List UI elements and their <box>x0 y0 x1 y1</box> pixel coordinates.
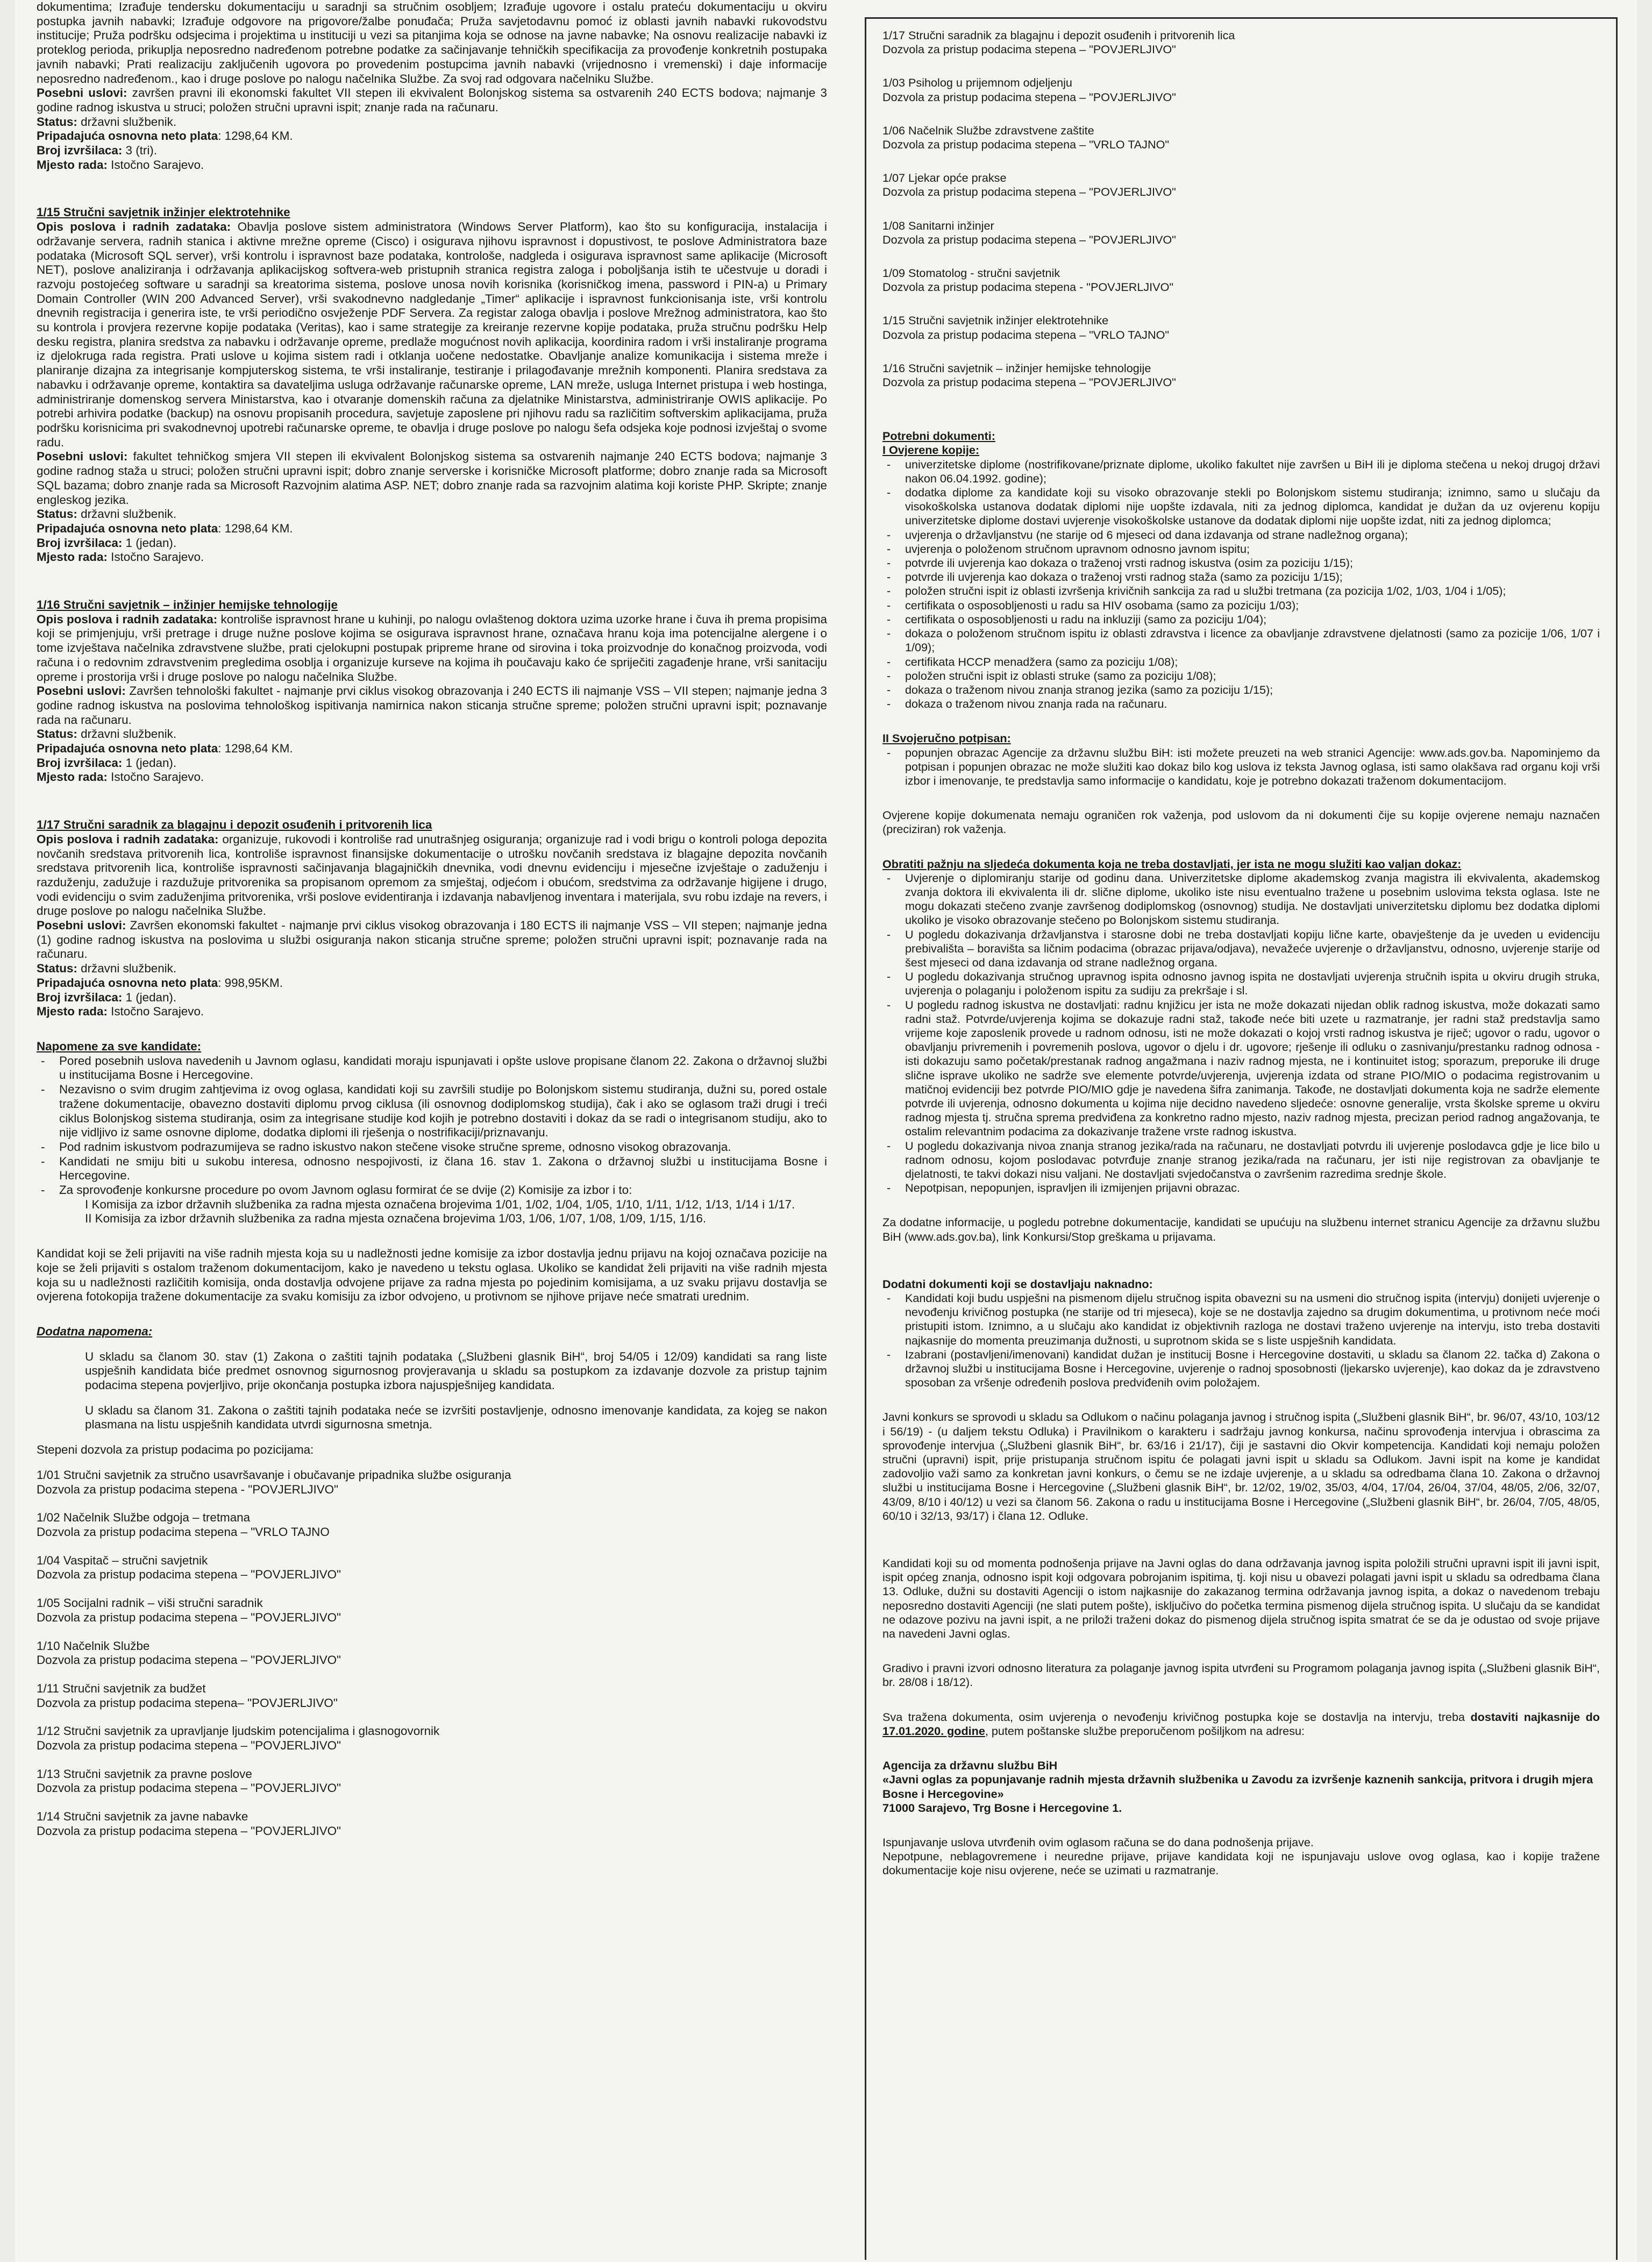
ispunjavanje-paragraph: Ispunjavanje uslova utvrđenih ovim oglasom računa se do dana podnošenja prijave. <box>882 1835 1314 1849</box>
section-115-opis: Opis poslova i radnih zadataka: Obavlja poslove sistem administratora (Windows Server Platform), kao što su konfiguracija, instalacija i održavanje servera, radnih stanica i aktivne mrežne opreme (Cisco) i osigurava njihovu ispravnost i dopustivost, te poslove Administratora baze podataka (Microsoft SQL server), vrši kontrolu i ispravnost baze podataka, kontrološe, nadgleda i osigurava ispravnost same aplikacije (Microsoft NET), poslove analiziranja i održavanja aplikacijskog softvera-web pristupnih stranica registra zaloga i poboljšanja istih te učestvuje u doradi i razvoju postojećeg software u saradnji sa kreatorima sistema, poslove unosa novih korisnika (korisničkog imena, password i PIN-a) u Primary Domain Controller (WIN 200 Advanced Server), vrši svakodnevno nadgledanje „Timer“ aplikacije i ispravnost funkcionisanja iste, vrši kontrolu dnevnih registracija i generira iste, te vrši periodično osvježenje PDF Servera. Za registar zaloga obavlja i poslove Mrežnog administratora, kao što su kontrola i provjera rezervne kopije podataka (Veritas), kao i same strategije za kreiranje rezervne kopije podataka, pruža stručnu podršku Help desku registra, planira sredstva za nabavku i održavanje opreme, predlaže mogućnost novih aplikacija, koordinira radom i vrši instaliranje programa iz djelokruga rada registra. Prati uslove u kojima sistem radi i otklanja uočene nedostatke. Obavljanje analize komunikacija i sistema mreže i planiranje dizajna za integrisanje kompjuterskog sistema, te vrši instaliranje, testiranje i prilagođavanje mrežnih komponenti. Planira sredstava za nabavku i održavanje opreme, kontaktira sa davateljima usluga održavanje računarske opreme, LAN mreže, usluga Internet pristupa i web hostinga, administriranje domenskog servera Ministarstva, kao i otvaranje domenskih računa za djelatnike Ministarstva, administriranje OWIS aplikacije. Po potrebi arhivira podatke (backup) na osnovu propisanih procedura, savjetuje zaposlene pri njihovu radu sa različitim softverskim aplikacijama, pruža podršku korisnicima pri svakodnevnoj upotrebi računarske opreme, te obavlja i druge poslove po nalogu šefa odsjeka koje podnosi izvještaj o svome radu. <box>37 220 827 449</box>
access-level: Dozvola za pristup podacima stepena – "VRLO TAJNO <box>37 1525 330 1539</box>
access-item <box>882 171 1600 199</box>
section-116-mjesto: Mjesto rada: Istočno Sarajevo. <box>37 770 204 784</box>
access-level: Dozvola za pristup podacima stepena – "POVJERLJIVO" <box>882 375 1176 389</box>
access-position: 1/12 Stručni savjetnik za upravljanje ljudskim potencijalima i glasnogovornik <box>37 1724 440 1738</box>
access-item <box>882 219 1600 247</box>
access-position: 1/10 Načelnik Službe <box>37 1639 150 1653</box>
access-position: 1/02 Načelnik Službe odgoja – tretmana <box>37 1511 251 1525</box>
section-115-broj: Broj izvršilaca: 1 (jedan). <box>37 536 177 550</box>
intro-status: Status: državni službenik. <box>37 115 177 129</box>
access-position: 1/01 Stručni savjetnik za stručno usavršavanje i obučavanje pripadnika službe osiguranja <box>37 1468 511 1482</box>
section-116-status: Status: državni službenik. <box>37 727 177 741</box>
svojerucno-title: II Svojeručno potpisan: <box>882 731 1011 745</box>
list-item: - dokaza o traženom nivou znanja rada na računaru. <box>882 697 1600 711</box>
ovjerene-rok-paragraph: Ovjerene kopije dokumenata nemaju ograničen rok važenja, pod uslovom da ni dokumenti čije su kopije ovjerene nemaju naznačen (preciziran) rok važenja. <box>882 808 1600 836</box>
agencija-address-line: Agencija za državnu službu BiH <box>882 1759 1058 1773</box>
obratiti-paznju-list <box>882 871 1600 1196</box>
javni-konkurs-paragraph: Javni konkurs se sprovodi u skladu sa Odlukom o načinu polaganja javnog i stručnog ispita („Službeni glasnik BiH“, br. 96/07, 43/10, 103/12 i 56/19) - (u daljem tekstu Odluka) i Pravilnikom o karakteru i sadržaju javnog konkursa, načinu sprovođenja intervjua i obrascima za sprovođenje intervjua („Službeni glasnik BiH“, br. 63/16 i 21/17), čiji je sastavni dio Okvir kompetencija. Kandidati koji nemaju položen stručni (upravni) ispit, prije pristupanja stručnom ispitu će polagati javni ispit u skladu sa Odlukom. Javni ispit na kome je kandidat zadovoljio važi samo za konkretan javni konkurs, o čemu se ne izdaje uvjerenje, a u skladu sa odredbama člana 10. Zakona o državnoj službi u institucijama Bosne i Hercegovine („Službeni glasnik BiH“, br. 12/02, 19/02, 35/03, 4/04, 17/04, 26/04, 37/04, 48/05, 2/06, 32/07, 43/09, 8/10 i 40/12) u vezi sa članom 56. Zakona o radu u institucijama Bosne i Hercegovine („Službeni glasnik BiH“, br. 26/04, 7/05, 48/05, 60/10 i 32/13, 93/17) i člana 12. Odluke. <box>882 1410 1600 1523</box>
access-item <box>882 124 1600 152</box>
access-levels-list-continued <box>882 29 1600 389</box>
access-position: 1/11 Stručni savjetnik za budžet <box>37 1681 206 1695</box>
dodatna-napomena-1: U skladu sa članom 30. stav (1) Zakona o zaštiti tajnih podataka („Službeni glasnik BiH“, broj 54/05 i 12/09) kandidati sa rang liste uspješnih kandidata biće predmet osnovnog sigurnosnog provjeravanja u skladu sa postupkom za izdavanje dozvole za pristup tajnim podacima stepena povjerljivo, prije okončanja postupka izbora najuspješnijeg kandidata. <box>85 1349 827 1392</box>
list-item: - položen stručni ispit iz oblasti izvršenja krivičnih sankcija za rad u službi tretmana (za pozicija 1/02, 1/03, 1/04 i 1/05); <box>882 584 1600 598</box>
access-item <box>882 76 1600 104</box>
intro-uslovi: Posebni uslovi: završen pravni ili ekonomski fakultet VII stepen ili ekvivalent Bolonjskog sistema sa ostvarenih 240 ECTS bodova; najmanje 3 godine radnog iskustva u struci; položen stručni upravni ispit; znanje rada na računaru. <box>37 86 827 114</box>
access-level: Dozvola za pristup podacima stepena – "POVJERLJIVO" <box>882 232 1176 246</box>
agencija-address-line: 71000 Sarajevo, Trg Bosne i Hercegovine 1. <box>882 1801 1122 1815</box>
access-position: 1/04 Vaspitač – stručni savjetnik <box>37 1553 208 1567</box>
right-column-box <box>865 17 1618 2260</box>
obratiti-paznju-title: Obratiti pažnju na sljedeća dokumenta koja ne treba dostavljati, jer ista ne mogu služiti kao valjan dokaz: <box>882 857 1462 871</box>
section-117-status: Status: državni službenik. <box>37 962 177 976</box>
access-position: 1/07 Ljekar opće prakse <box>882 171 1007 185</box>
list-item: - certifikata o osposobljenosti u radu na inkluziji (samo za poziciju 1/04); <box>882 613 1600 627</box>
access-levels-list <box>37 1468 827 1839</box>
komisija-2: II Komisija za izbor državnih službenika za radna mjesta označena brojevima 1/03, 1/06, 1/07, 1/08, 1/09, 1/15, 1/16. <box>85 1212 707 1226</box>
section-117-opis: Opis poslova i radnih zadataka: organizuje, rukovodi i kontroliše rad unutrašnjeg osiguranja; organizuje rad i vodi brigu o kontroli pologa depozita novčanih sredstava pritvorenih lica, kontroliše ispravnost finansijske dokumentacije o utrošku novčanih sredstava iz blagajne depozita novčanih sredstava pritvorenih lica, kontroliše ispravnosti sačinjavanja blagajničkih dnevnika, vodi dnevnu evidenciju i mjesečne izvještaje o zaduženju i razduženju, zadužuje i razdužuje pritvorenika sa propisanom opremom za smještaj, odjećom i obućom, sredstvima za održavanje higijene i drugo, vodi evidenciju o svim zaduženjima pritvorenika, vrši poslove evidentiranja i izdavanja nabavljenog inventara i materijala, svu robu izdaje na revers, i druge poslove po nalogu načelnika Službe. <box>37 832 827 918</box>
access-level: Dozvola za pristup podacima stepena – "VRLO TAJNO" <box>882 328 1170 342</box>
list-item: - potvrde ili uvjerenja kao dokaza o traženoj vrsti radnog iskustva (osim za poziciju 1/15); <box>882 556 1600 570</box>
access-level: Dozvola za pristup podacima stepena – "POVJERLJIVO" <box>37 1781 341 1795</box>
scanned-page <box>15 0 1637 2262</box>
access-item <box>37 1682 827 1710</box>
section-title-115: 1/15 Stručni savjetnik inžinjer elektrotehnike <box>37 205 290 219</box>
access-position: 1/16 Stručni savjetnik – inžinjer hemijske tehnologije <box>882 361 1151 375</box>
dodatni-dokumenti-title: Dodatni dokumenti koji se dostavljaju naknadno: <box>882 1277 1153 1291</box>
stepeni-title: Stepeni dozvola za pristup podacima po pozicijama: <box>37 1443 314 1457</box>
list-item: - U pogledu dokazivanja stručnog upravnog ispita odnosno javnog ispita ne dostavljati uvjerenja stručnih ispita u okviru drugih struka, uvjerenja o polaganju i položenom ispitu za sudiju za prekršaje i sl. <box>882 970 1600 998</box>
list-item: - potvrde ili uvjerenja kao dokaza o traženoj vrsti radnog staža (samo za poziciju 1/15); <box>882 570 1600 584</box>
list-item: - Izabrani (postavljeni/imenovani) kandidat dužan je institucij Bosne i Hercegovine dostaviti, u skladu sa članom 22. tačka d) Zakona o državnoj službi u institucijama Bosne i Hercegovine, uvjerenje o radnoj sposobnosti (ljekarsko uvjerenje), kao dokaz da je zdravstveno sposoban za vršenje određenih poslova predviđenih ovim položajem. <box>882 1348 1600 1390</box>
access-item <box>37 1810 827 1838</box>
list-item: - Uvjerenje o diplomiranju starije od godinu dana. Univerzitetske diplome akademskog zvanja magistra ili ekvivalenta, akademskog zvanja doktora ili ekvivalenta ili dr. slične diplome, ukoliko iste nisu eventualno tražene u posebnim uslovima teksta oglasa. Iste ne mogu dokazati stečeno zvanje završenog dodiplomskog (osnovnog) studija. Ne dostavljati univerzitetsku diplomu bez dodatka diplomi ukoliko je visoko obrazovanje stečeno po Bolonjskom sistemu studiranja. <box>882 871 1600 928</box>
agencija-address-line: «Javni oglas za popunjavanje radnih mjesta državnih službenika u Zavodu za izvršenje kaznenih sankcija, pritvora i drugih mjera Bosne i Hercegovine» <box>882 1773 1593 1801</box>
napomena-item: - Nezavisno o svim drugim zahtjevima iz ovog oglasa, kandidati koji su završili studije po Bolonjskom sistemu studiranja, dužni su, pored ostale tražene dokumentacije, obavezno dostaviti diplomu prvog ciklusa (ili osnovnog dodiplomskog studija), čak i ako se oglasom traži drugi i treći ciklus Bolonjskog sistema studiranja, osim za integrisane studije kod kojih je potrebno dostaviti i dokaz da se radi o integrisanom studiju, ako to nije vidljivo iz same osnovne diplome, dodatka diplomi ili rješenja o nostrifikaciji/priznavanju. <box>37 1083 827 1140</box>
section-116-opis: Opis poslova i radnih zadataka: kontroliše ispravnost hrane u kuhinji, po nalogu ovlaštenog doktora uzima uzorke hrane i čuva ih prema propisima koji se primjenjuju, vrši pretrage i druge nužne poslove kojima se osigurava ispravnost hrane, označava hranu koja ima potencijalne alergene i o tome izvještava načelnika zdravstvene službe, prati cjelokupni postupak pripreme hrane od sirovina i toka proizvodnje do konačnog proizvoda, vodi računa i o redovnim zdravstvenim pregledima osoblja i organizuje kurseve na kojima ih poučavaju kako će spriječiti zagađenje hrane, vrši sanitaciju opreme i prostorija vrši i druge poslove po nalogu načelnika Službe. <box>37 612 827 684</box>
access-level: Dozvola za pristup podacima stepena– "POVJERLJIVO" <box>37 1696 338 1710</box>
list-item: - uvjerenja o položenom stručnom upravnom odnosno javnom ispitu; <box>882 542 1600 556</box>
section-title-117: 1/17 Stručni saradnik za blagajnu i depozit osuđenih i pritvorenih lica <box>37 818 432 832</box>
list-item: - U pogledu dokazivanja nivoa znanja stranog jezika/rada na računaru, ne dostavljati potvrdu ili uvjerenje poslodavca gdje je lice bilo u radnom odnosu, kojom poslodavac potvrđuje znanje stranog jezika/rada na računaru, jer isti nije registrovan za obavljanje te djelatnosti, te takvi dokazi nisu valjani. Ne dostavljati svjedočanstva o završenim razredima srednje škole. <box>882 1139 1600 1182</box>
access-level: Dozvola za pristup podacima stepena – "VRLO TAJNO" <box>882 138 1170 152</box>
list-item: - certifikata HCCP menadžera (samo za poziciju 1/08); <box>882 655 1600 669</box>
list-item: - U pogledu dokazivanja državljanstva i starosne dobi ne treba dostavljati kopiju lične karte, obavještenje da je uveden u evidenciju prebivališta – boravišta sa ličnim podacima (obrazac prijava/odjava), nevažeće uvjerenje o državljanstvu, odnosno, uvjerenje starije od šest mjeseci od dana izdavanja od strane nadležnog organa. <box>882 928 1600 970</box>
intro-mjesto: Mjesto rada: Istočno Sarajevo. <box>37 158 204 172</box>
section-117-mjesto: Mjesto rada: Istočno Sarajevo. <box>37 1005 204 1019</box>
section-116-uslovi: Posebni uslovi: Završen tehnološki fakultet - najmanje prvi ciklus visokog obrazovanja i 240 ECTS ili najmanje VSS – VII stepen; najmanje jedna 3 godine radnog iskustva na poslovima tehnološkog ispitivanja namirnica nakon sticanja stručne spreme; položen stručni upravni ispit; poznavanje rada na računaru. <box>37 684 827 727</box>
napomena-item: - Kandidati ne smiju biti u sukobu interesa, odnosno nespojivosti, iz člana 16. stav 1. Zakona o državnoj službi u institucijama Bosne i Hercegovine. <box>37 1155 827 1183</box>
section-116-plata: Pripadajuća osnovna neto plata: 1298,64 KM. <box>37 742 293 756</box>
access-level: Dozvola za pristup podacima stepena – "POVJERLJIVO" <box>37 1824 341 1838</box>
access-item <box>37 1767 827 1796</box>
access-item <box>882 266 1600 294</box>
section-117-plata: Pripadajuća osnovna neto plata: 998,95KM. <box>37 976 283 990</box>
nepotpune-paragraph: Nepotpune, neblagovremene i neuredne prijave, prijave kandidata koji ne ispunjavaju uslove ovog oglasa, kao i kopije tražene dokumentacije koje nisu ovjerene, neće se uzimati u razmatranje. <box>882 1850 1600 1877</box>
section-117-broj: Broj izvršilaca: 1 (jedan). <box>37 990 177 1004</box>
rok-paragraph: Sva tražena dokumenta, osim uvjerenja o nevođenju krivičnog postupka koje se dostavlja na intervju, treba dostaviti najkasnije do 17.01.2020. godine, putem poštanske službe preporučenom pošiljkom na adresu: <box>882 1710 1600 1738</box>
komisija-1: I Komisija za izbor državnih službenika za radna mjesta označena brojevima 1/01, 1/02, 1/04, 1/05, 1/10, 1/11, 1/12, 1/13, 1/14 i 1/17. <box>85 1197 795 1211</box>
ovjerene-kopije-title: I Ovjerene kopije: <box>882 443 980 457</box>
section-title-116: 1/16 Stručni savjetnik – inžinjer hemijske tehnologije <box>37 598 338 612</box>
access-item <box>37 1639 827 1668</box>
list-item: - certifikata o osposobljenosti u radu sa HIV osobama (samo za poziciju 1/03); <box>882 599 1600 613</box>
access-level: Dozvola za pristup podacima stepena – "POVJERLJIVO" <box>882 42 1176 56</box>
access-position: 1/05 Socijalni radnik – viši stručni saradnik <box>37 1596 263 1610</box>
access-position: 1/03 Psiholog u prijemnom odjeljenju <box>882 76 1072 90</box>
access-level: Dozvola za pristup podacima stepena - "POVJERLJIVO" <box>37 1482 338 1496</box>
access-position: 1/17 Stručni saradnik za blagajnu i depozit osuđenih i pritvorenih lica <box>882 29 1235 42</box>
napomena-item: - Pod radnim iskustvom podrazumijeva se radno iskustvo nakon stečene visoke stručne spreme, odnosno visokog obrazovanja. <box>37 1140 827 1155</box>
access-item <box>882 314 1600 342</box>
napomene-title: Napomene za sve kandidate: <box>37 1040 202 1053</box>
access-position: 1/14 Stručni savjetnik za javne nabavke <box>37 1810 248 1824</box>
dodatna-napomena-title: Dodatna napomena: <box>37 1324 153 1338</box>
list-item: - položen stručni ispit iz oblasti struke (samo za poziciju 1/08); <box>882 669 1600 683</box>
section-115-mjesto: Mjesto rada: Istočno Sarajevo. <box>37 550 204 564</box>
list-item: - popunjen obrazac Agencije za državnu službu BiH: isti možete preuzeti na web stranici Agencije: www.ads.gov.ba. Napominjemo da potpisan i popunjen obrazac ne može služiti kao dokaz bilo kog uslova iz teksta Javnog oglasa, isti samo olakšava rad organu koji vrši izbor i imenovanje, te predstavlja samo informacije o kandidatu, koje je potrebno dokazati traženom dokumentacijom. <box>882 746 1600 788</box>
access-item <box>882 361 1600 389</box>
intro-broj: Broj izvršilaca: 3 (tri). <box>37 144 157 158</box>
access-item <box>37 1724 827 1753</box>
access-position: 1/15 Stručni savjetnik inžinjer elektrotehnike <box>882 314 1109 328</box>
access-level: Dozvola za pristup podacima stepena - "POVJERLJIVO" <box>882 280 1174 294</box>
left-column <box>37 0 827 2253</box>
list-item: - dokaza o traženom nivou znanja stranog jezika (samo za poziciju 1/15); <box>882 683 1600 697</box>
dodatni-dokumenti-list <box>882 1291 1600 1390</box>
dodatna-napomena-2: U skladu sa članom 31. Zakona o zaštiti tajnih podataka neće se izvršiti postavljenje, odnosno imenovanje kandidata, za kojeg se nakon plasmana na listu uspješnih kandidata utvrdi sigurnosna smetnja. <box>85 1403 827 1432</box>
access-item <box>37 1596 827 1625</box>
svojerucno-list <box>882 746 1600 788</box>
intro-plata: Pripadajuća osnovna neto plata: 1298,64 KM. <box>37 129 293 143</box>
section-115-uslovi: Posebni uslovi: fakultet tehničkog smjera VII stepen ili ekvivalent Bolonjskog sistema sa ostvarenih najmanje 240 ECTS bodova; najmanje 3 godine radnog staža u struci; položen stručni upravni ispit; dobro znanje serverske i korisničke Microsoft platforme; dobro znanje rada sa Microsoft SQL bazama; dobro znanje rada sa Microsoft Razvojnim alatima ASP. NET; dobro znanje rada sa razvojnim alatima koji koriste PHP. Skripte; znanje engleskog jezika. <box>37 450 827 507</box>
section-115-plata: Pripadajuća osnovna neto plata: 1298,64 KM. <box>37 521 293 535</box>
napomena-item: - Za sprovođenje konkursne procedure po ovom Javnom oglasu formirat će se dvije (2) Komisije za izbor i to: <box>37 1183 827 1198</box>
list-item: - Kandidati koji budu uspješni na pismenom dijelu stručnog ispita obavezni su na usmeni dio stručnog ispita (intervju) donijeti uvjerenje o nevođenju krivičnog postupka (ne starije od tri mjeseca), koje se ne dostavlja zajedno sa drugim dokumentima, u protivnom neće moći pristupiti istom. Iznimno, a u slučaju ako kandidat iz objektivnih razloga ne dostavi traženo uvjerenje na intervju, isto treba dostaviti najkasnije do momenta preuzimanja dužnosti, u suprotnom skida se s liste uspješnih kandidata. <box>882 1291 1600 1348</box>
section-116-broj: Broj izvršilaca: 1 (jedan). <box>37 756 177 770</box>
list-item: - univerzitetske diplome (nostrifikovane/priznate diplome, ukoliko fakultet nije završen u BiH ili je diploma stečena u nekoj drugoj državi nakon 06.04.1992. godine); <box>882 458 1600 486</box>
access-position: 1/13 Stručni savjetnik za pravne poslove <box>37 1767 252 1781</box>
list-item: - Nepotpisan, nepopunjen, ispravljen ili izmijenjen prijavni obrazac. <box>882 1181 1600 1195</box>
list-item: - uvjerenja o državljanstvu (ne starije od 6 mjeseci od dana izdavanja od strane nadležnog organa); <box>882 528 1600 542</box>
ovjerene-kopije-list <box>882 458 1600 712</box>
access-item <box>37 1468 827 1497</box>
section-115-status: Status: državni službenik. <box>37 507 177 521</box>
access-level: Dozvola za pristup podacima stepena – "POVJERLJIVO" <box>37 1610 341 1624</box>
kandidat-paragraph: Kandidat koji se želi prijaviti na više radnih mjesta koja su u nadležnosti jedne komisije za izbor dostavlja jednu prijavu na kojoj označava pozicije na koje se želi prijaviti s ostalom traženom dokumentacijom, kako je navedeno u tekstu oglasa. Ukoliko se kandidat želi prijaviti na više radnih mjesta koja su u nadležnosti različitih komisija, onda dostavlja odvojene prijave za radna mjesta po pojedinim komisijama, a uz svaku prijavu dostavlja se ovjerena fotokopija tražene dokumentacije za svaku komisiju za izbor odvojeno, u protivnom se njihove prijave neće smatrati urednim. <box>37 1247 827 1304</box>
kandidati-paragraph: Kandidati koji su od momenta podnošenja prijave na Javni oglas do dana održavanja javnog ispita položili stručni upravni ispit ili javni ispit, ispit općeg znanja, odnosno ispit koji odgovara pobrojanim ispitima, tj. koji nisu u obavezi polagati javni ispit u skladu sa odredbama člana 13. Odluke, dužni su dostaviti Agenciji o istom najkasnije do zakazanog termina održavanja javnog ispita, a dokaz o navedenom trebaju neposredno dostaviti Agenciji (ne slati putem pošte), isključivo do početka termina pismenog dijela stručnog ispita. U slučaju da se kandidat ne odazove pozivu na javni ispit, a ne priloži traženi dokaz do pismenog dijela stručnog ispita smatrat će se da je odustao od svoje prijave na navedeni Javni oglas. <box>882 1556 1600 1641</box>
access-position: 1/06 Načelnik Službe zdravstvene zaštite <box>882 123 1094 137</box>
potrebni-dokumenti-title: Potrebni dokumenti: <box>882 429 995 443</box>
access-level: Dozvola za pristup podacima stepena – "POVJERLJIVO" <box>37 1568 341 1582</box>
dodatne-informacije-paragraph: Za dodatne informacije, u pogledu potrebne dokumentacije, kandidati se upućuju na službenu internet stranicu Agencije za državnu službu BiH (www.ads.gov.ba), link Konkursi/Stop greškama u prijavama. <box>882 1215 1600 1243</box>
gradivo-paragraph: Gradivo i pravni izvori odnosno literatura za polaganje javnog ispita utvrđeni su Programom polaganja javnog ispita („Službeni glasnik BiH“, br. 28/08 i 18/12). <box>882 1661 1600 1689</box>
access-item <box>37 1554 827 1582</box>
access-position: 1/09 Stomatolog - stručni savjetnik <box>882 266 1060 280</box>
access-level: Dozvola za pristup podacima stepena – "POVJERLJIVO" <box>37 1739 341 1753</box>
list-item: - dokaza o položenom stručnom ispitu iz oblasti zdravstva i licence za obavljanje zdravstvene djelatnosti (samo za pozicije 1/06, 1/07 i 1/09); <box>882 627 1600 655</box>
access-level: Dozvola za pristup podacima stepena – "POVJERLJIVO" <box>37 1653 341 1667</box>
napomena-item: - Pored posebnih uslova navedenih u Javnom oglasu, kandidati moraju ispunjavati i opšte uslove propisane članom 22. Zakona o državnoj službi u institucijama Bosne i Hercegovine. <box>37 1054 827 1083</box>
list-item: - U pogledu radnog iskustva ne dostavljati: radnu knjižicu jer ista ne može dokazati nijedan oblik radnog iskustva, može dokazati samo radni staž. Potvrde/uvjerenja kojima se dokazuje radni staž, takođe neće biti uzete u razmatranje, jer radni staž predstavlja samo vrijeme koje zaposlenik provede u radnom odnosu, isti ne može dokazati o kojoj vrsti radnog iskustva je riječ; ugovor o radu, ugovor o obavljanju privremenih i povremenih poslova, ugovor o djelu i dr. ugovore; rješenje ili odluku o zasnivanju/prestanku radnog odnosa - isti dokazuju samo početak/prestanak radnog angažmana i naziv radnog mjesta, ne i kontinuitet istog; sporazum, preporuke ili druge slične isprave ukoliko ne sadrže sve elemente potvrde/uvjerenja, uvjerenja izdata od strane PIO/MIO o podacima registrovanim u matičnoj evidenciji bez potvrde PIO/MIO gdje je navedena šifra zanimanja. Takođe, ne dostavljati dokumenta koja ne sadrže elemente potvrde ili uvjerenja, odnosno dokumenta u kojima nije decidno navedeno sljedeće: osnovne generalije, vrsta školske spreme u okviru radnog mjesta tj. stručna sprema predviđena za konkretno radno mjesto, naziv radnog mjesta, precizan period radnog angažovanja, te ostalim relevantnim podacima za dokazivanje tražene vrste radnog iskustva. <box>882 998 1600 1139</box>
list-item: - dodatka diplome za kandidate koji su visoko obrazovanje stekli po Bolonjskom sistemu studiranja; iznimno, samo u slučaju da visokoškolska ustanova dodatak diplomi nije uopšte izdavala, niti za jednog diplomca, kandidat je dužan da uz ovjerenu kopiju univerzitetske diplome dostavi uvjerenje visokoškolske ustanove da dodatak diplomi nije uopšte izdat, niti za jednog diplomca; <box>882 486 1600 528</box>
access-item <box>882 29 1600 56</box>
access-level: Dozvola za pristup podacima stepena – "POVJERLJIVO" <box>882 185 1176 199</box>
access-item <box>37 1511 827 1539</box>
section-117-uslovi: Posebni uslovi: Završen ekonomski fakultet - najmanje prvi ciklus visokog obrazovanja i 180 ECTS ili najmanje VSS – VII stepen; najmanje jedna (1) godine radnog iskustva na poslovima u službi osiguranja nakon sticanja stručne spreme; položen stručni upravni ispit; poznavanje rada na računaru. <box>37 919 827 961</box>
access-level: Dozvola za pristup podacima stepena – "POVJERLJIVO" <box>882 90 1176 104</box>
access-position: 1/08 Sanitarni inžinjer <box>882 218 994 232</box>
intro-text: dokumentima; Izrađuje tendersku dokumentaciju u saradnji sa stručnim osobljem; Izrađuje ugovore i ostalu prateću dokumentaciju u okviru postupka javnih nabavki; Izrađuje odgovore na prigovore/žalbe ponuđača; Pruža savjetodavnu pomoć iz oblasti javnih nabavki rukovodstvu institucije; Pruža podršku odsjecima i projektima u instituciji u vezi sa pitanjima koja se odnose na javne nabavke; Na osnovu realizacije nabavki iz proteklog perioda, prikuplja neposredno nadređenom potrebne podatke za sačinjavanje tehničkih specifikacija za provođenje konkretnih postupaka javnih nabavki; Prati realizaciju zaključenih ugovora po provedenim postupcima javnih nabavki (vrijednosno i vremenski) i daje informacije neposredno nadređenom., kao i druge poslove po nalogu načelnika Službe. Za svoj rad odgovara načelniku Službe. <box>37 0 827 86</box>
